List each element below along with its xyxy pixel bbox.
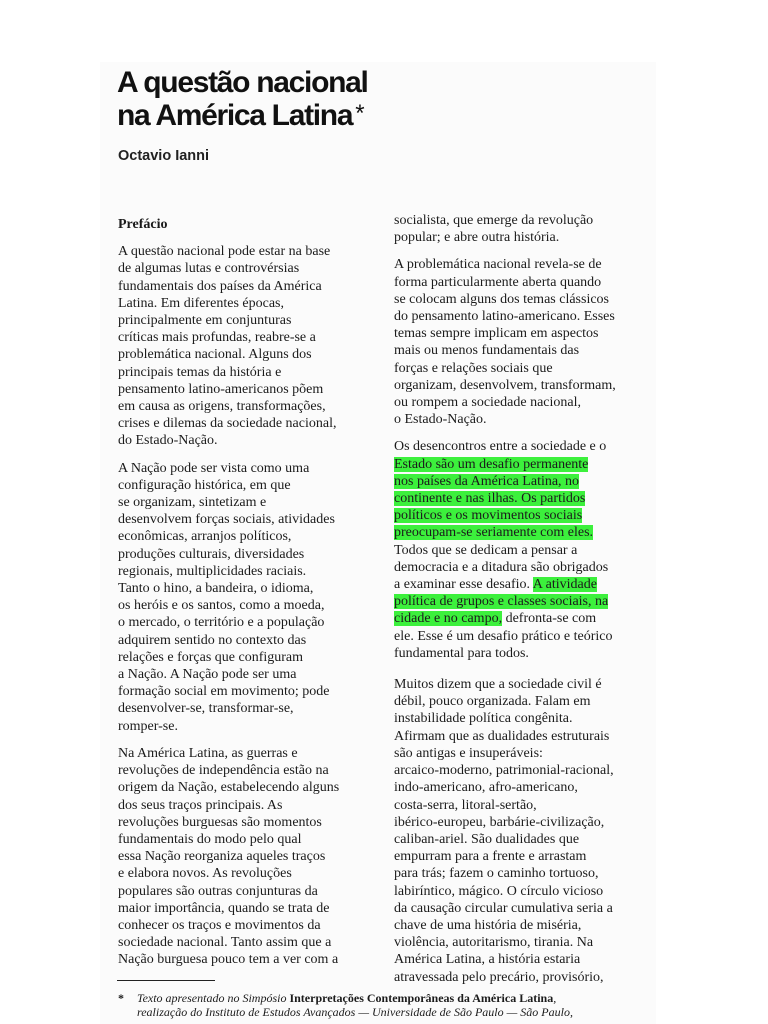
text-line: empurram para a frente e arrastam	[394, 849, 587, 865]
text-line: organizam, desenvolvem, transformam,	[394, 377, 616, 393]
article-title	[117, 66, 368, 132]
text-line: se organizam, sintetizam e	[118, 495, 267, 511]
text-line: chave de uma história de miséria,	[394, 917, 582, 933]
text-line: instabilidade política congênita.	[394, 711, 573, 727]
text-line: Os desencontros entre a sociedade e o	[394, 439, 607, 455]
text-line: sociedade nacional. Tanto assim que a	[118, 935, 332, 951]
right-column	[394, 212, 616, 996]
text-line: principalmente em conjunturas	[118, 313, 292, 329]
text-line: revoluções de independência estão na	[118, 763, 329, 779]
highlighted-text: cidade e no campo,	[394, 611, 503, 627]
text-line: configuração histórica, em que	[118, 477, 291, 493]
text-line: para trás; fazem o caminho tortuoso,	[394, 866, 599, 882]
text-line: o mercado, o território e a população	[118, 615, 325, 631]
text-line: Todos que se dedicam a pensar a	[394, 542, 578, 558]
text-line: são antigas e insuperáveis:	[394, 745, 543, 761]
text-line	[394, 524, 616, 541]
text-line: indo-americano, afro-americano,	[394, 780, 578, 796]
text-line: fundamental para todos.	[394, 645, 529, 661]
text-line: Latina. Em diferentes épocas,	[118, 295, 284, 311]
text-line: produções culturais, diversidades	[118, 546, 305, 562]
text-line: dos seus traços principais. As	[118, 797, 283, 813]
text-line: críticas mais profundas, reabre-se a	[118, 330, 316, 346]
text-line: a Nação. A Nação pode ser uma	[118, 667, 297, 683]
footnote-italic-text: Texto apresentado no Simpósio	[137, 991, 290, 1005]
text-line: regionais, multiplicidades raciais.	[118, 563, 307, 579]
text-line: Nação burguesa pouco tem a ver com a	[118, 952, 339, 968]
text-line: relações e forças que configuram	[118, 649, 304, 665]
text-line: populares são outras conjunturas da	[118, 883, 318, 899]
text-line: costa-serra, litoral-sertão,	[394, 797, 537, 813]
text-line	[394, 507, 616, 524]
text-line: desenvolvem forças sociais, atividades	[118, 512, 335, 528]
highlighted-text: continente e nas ilhas. Os partidos	[394, 491, 586, 507]
footnote-bold-text: Interpretações Contemporâneas da América Latina	[289, 991, 554, 1005]
highlighted-text: política de grupos e classes sociais, na	[394, 594, 609, 610]
text-line: débil, pouco organizada. Falam em	[394, 694, 591, 710]
text-line: caliban-ariel. São dualidades que	[394, 831, 580, 847]
text-line: formação social em movimento; pode	[118, 684, 330, 700]
left-paragraph-2	[118, 460, 339, 735]
text-line: violência, autoritarismo, tirania. Na	[394, 935, 594, 951]
text-line: essa Nação reorganiza aqueles traços	[118, 849, 326, 865]
text-line: ou rompem a sociedade nacional,	[394, 395, 581, 411]
text-line: forma particularmente aberta quando	[394, 274, 602, 290]
text-line: da causação circular cumulativa seria a	[394, 900, 613, 916]
footnote-punctuation: ,	[553, 991, 557, 1005]
text-line: atravessada pelo precário, provisório,	[394, 969, 604, 985]
right-paragraph-2	[394, 256, 616, 428]
text-line: de algumas lutas e controvérsias	[118, 261, 300, 277]
text-line: principais temas da história e	[118, 364, 282, 380]
footnote	[118, 991, 573, 1019]
text-line: Muitos dizem que a sociedade civil é	[394, 677, 602, 693]
text-line: A problemática nacional revela-se de	[394, 257, 602, 273]
text-line: o Estado-Nação.	[394, 412, 487, 428]
text-line: pensamento latino-americanos põem	[118, 381, 324, 397]
text-line: maior importância, quando se trata de	[118, 900, 330, 916]
text-line	[394, 593, 616, 610]
text-line: temas sempre implicam em aspectos	[394, 326, 599, 342]
text-line: ibérico-europeu, barbárie-civilização,	[394, 814, 605, 830]
text-line: revoluções burguesas são momentos	[118, 814, 322, 830]
text-line: conhecer os traços e movimentos da	[118, 917, 321, 933]
title-line-1: A questão nacional	[117, 66, 368, 99]
text-line: mais ou menos fundamentais das	[394, 343, 580, 359]
text-line: se colocam alguns dos temas clássicos	[394, 291, 610, 307]
highlighted-text: nos países da América Latina, no	[394, 473, 580, 489]
plain-text: a examinar esse desafio.	[394, 577, 533, 593]
highlighted-text: Estado são um desafio permanente	[394, 456, 589, 472]
text-line	[394, 473, 616, 490]
title-line-2-text: na América Latina	[117, 99, 353, 132]
text-line: ele. Esse é um desafio prático e teórico	[394, 628, 613, 644]
text-line: Tanto o hino, a bandeira, o idioma,	[118, 581, 314, 597]
text-line: econômicas, arranjos políticos,	[118, 529, 292, 545]
highlighted-text: A atividade	[532, 577, 597, 593]
footnote-line-2: realização do Instituto de Estudos Avançados — Universidade de São Paulo — São Paulo,	[137, 1005, 573, 1019]
text-line: do Estado-Nação.	[118, 433, 218, 449]
text-line: desenvolver-se, transformar-se,	[118, 701, 294, 717]
text-line: em causa as origens, transformações,	[118, 399, 326, 415]
text-line: fundamentais do modo pelo qual	[118, 831, 302, 847]
text-line: adquirem sentido no contexto das	[118, 632, 307, 648]
text-line	[394, 490, 616, 507]
text-line: do pensamento latino-americano. Esses	[394, 309, 615, 325]
text-line	[394, 456, 616, 473]
text-line: forças e relações sociais que	[394, 360, 553, 376]
text-line: origem da Nação, estabelecendo alguns	[118, 780, 340, 796]
highlighted-text: políticos e os movimentos sociais	[394, 508, 583, 524]
title-footnote-mark: *	[355, 100, 365, 127]
text-line: romper-se.	[118, 718, 178, 734]
right-paragraph-1	[394, 212, 616, 246]
title-line-2	[117, 99, 368, 132]
text-line: labiríntico, mágico. O círculo vicioso	[394, 883, 604, 899]
footnote-line-1	[118, 991, 573, 1005]
text-line: Afirmam que as dualidades estruturais	[394, 728, 610, 744]
section-heading: Prefácio	[118, 217, 168, 232]
text-line: os heróis e os santos, como a moeda,	[118, 598, 325, 614]
text-line: crises e dilemas da sociedade nacional,	[118, 416, 337, 432]
plain-text: defronta-se com	[502, 611, 597, 627]
text-line	[394, 576, 616, 593]
text-line: A Nação pode ser vista como uma	[118, 460, 310, 476]
author-name: Octavio Ianni	[118, 148, 210, 164]
right-paragraph-4	[394, 676, 616, 986]
text-line: problemática nacional. Alguns dos	[118, 347, 312, 363]
text-line: socialista, que emerge da revolução	[394, 213, 594, 228]
highlighted-text: preocupam-se seriamente com eles.	[394, 525, 594, 541]
text-line: e elabora novos. As revoluções	[118, 866, 292, 882]
left-paragraph-1	[118, 243, 339, 449]
footnote-divider	[117, 980, 215, 981]
text-line	[394, 610, 616, 627]
text-line: América Latina, a história estaria	[394, 952, 581, 968]
left-column	[118, 216, 339, 979]
text-line: popular; e abre outra história.	[394, 230, 560, 246]
footnote-mark: *	[118, 991, 124, 1005]
text-line: democracia e a ditadura são obrigados	[394, 559, 609, 575]
text-line: A questão nacional pode estar na base	[118, 244, 331, 260]
left-paragraph-3	[118, 745, 339, 969]
text-line: fundamentais dos países da América	[118, 278, 322, 294]
text-line: Na América Latina, as guerras e	[118, 745, 298, 761]
right-paragraph-3	[394, 438, 616, 662]
text-line: arcaico-moderno, patrimonial-racional,	[394, 763, 614, 779]
